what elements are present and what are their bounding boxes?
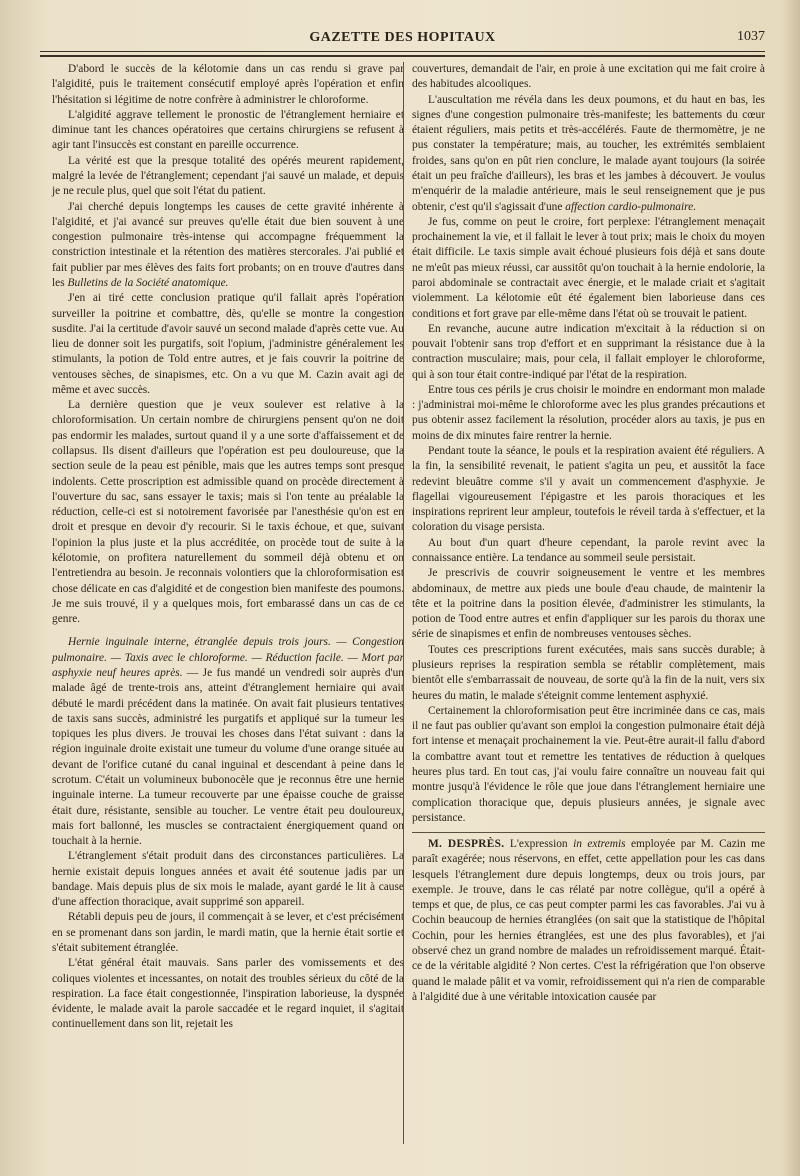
paragraph: Au bout d'un quart d'heure cependant, la parole revint avec la connaissance entière. La tendance au sommeil seule persistait. [412, 536, 765, 564]
paragraph-text: L'expression [504, 838, 574, 851]
paragraph [412, 93, 765, 215]
journal-title: GAZETTE DES HOPITAUX [309, 30, 496, 45]
page-number: 1037 [737, 29, 765, 44]
case-text: — Je fus mandé un vendredi soir auprès d'un malade âgé de trente-trois ans, atteint d'étranglement herniaire qui avait débuté le mardi précédent dans la matinée. On avait fait plusieurs tentatives de taxis sans succès, administré les purgatifs et appliqué sur la tumeur les topiques les plus divers. Je trouvai les choses dans l'état suivant : dans la région inguinale droite existait une tumeur du volume d'une orange située au devant de l'orifice cutané du canal inguinal et descendant à peine dans le scrotum. C'était un volumineux bubonocèle que je reconnus être une hernie inguinale interne. La tumeur recouverte par une épaisse couche de graisse était dure, résistante, sensible au toucher. Le ventre était peu douloureux, mais fort ballonné, les muscles se contractaient énergiquement quand on touchait à la hernie. [52, 666, 404, 848]
page-edge-shadow [782, 0, 800, 1176]
header-rule-thick [40, 55, 765, 57]
paragraph: Pendant toute la séance, le pouls et la respiration avaient été réguliers. A la fin, la sensibilité revenait, le patient s'agita un peu, et aussitôt la face redevint bleuâtre comme s'il y avait un commencement d'asphyxie. Je flagellai vigoureusement l'épigastre et les parois thoraciques et les inspirations reprirent leur ampleur, toutefois le réveil tarda à s'effectuer, et la coloration du visage persista. [412, 445, 765, 534]
paragraph: Rétabli depuis peu de jours, il commençait à se lever, et c'est précisément en se promenant dans son jardin, le mardi matin, que la hernie était sortie et s'était subitement étranglée. [52, 911, 404, 955]
page-header [40, 26, 765, 48]
header-rule-thin [40, 51, 765, 52]
case-title: Hernie inguinale interne, étranglée depuis trois jours. — Congestion pulmonaire. — Taxis avec le chloroforme. — Réduction facile. — Mort par asphyxie neuf heures après. [52, 636, 404, 679]
left-column [52, 62, 404, 1033]
speaker-name: M. DESPRÈS. [428, 838, 505, 851]
paragraph [412, 837, 765, 1005]
paragraph [52, 200, 404, 292]
paragraph: Entre tous ces périls je crus choisir le moindre en endormant mon malade : j'administrai moi-même le chloroforme avec les plus grandes précautions et pus obtenir assez facilement la résolution, procéder alors au taxis, je pus en moins de dix minutes faire rentrer la hernie. [412, 383, 765, 442]
paragraph: La dernière question que je veux soulever est relative à la chloroformisation. Un certain nombre de chirurgiens pensent qu'on ne doit pas endormir les malades, surtout quand il y a une sorte d'affaissement et de collapsus. Ils disent d'ailleurs que l'opération est peu douloureuse, que la section seule de la peau est pénible, mais que les autres temps sont presque indolents. Cette proscription est admissible quand on procède directement à l'ouverture du sac, sans essayer le taxis; mais si l'on tente au préalable la réduction, celle-ci est si notoirement favorisée par l'anesthésie qu'on est en droit et presque en devoir d'y recourir. Si le taxis échoue, et que, suivant l'opinion la plus juste et la plus accréditée, on procède tout de suite à la kélotomie, on profitera naturellement du sommeil déjà obtenu et on l'entretiendra au besoin. Je reconnais volontiers que la chloroformisation est chose délicate en cas d'algidité et de congestion bien manifeste des poumons. Je me suis trouvé, il y a quelques mois, fort embarassé dans un cas de ce genre. [52, 399, 404, 626]
paragraph: L'algidité aggrave tellement le pronostic de l'étranglement herniaire et diminue tant les chances opératoires que certains chirurgiens se refusent à agir tant l'insuccès est constant en pareille occurrence. [52, 108, 404, 152]
right-column [412, 62, 765, 1005]
emphasis-text: affection cardio-pulmonaire. [565, 200, 697, 213]
paragraph: L'état général était mauvais. Sans parler des vomissements et des coliques violentes et incessantes, on notait des troubles sérieux du côté de la respiration. La face était congestionnée, l'inspiration laborieuse, la dyspnée évidente, le malade avait la parole saccadée et le regard inquiet, il s'agitait continuellement dans son lit, rejetait les [52, 957, 404, 1031]
paragraph: L'étranglement s'était produit dans des circonstances particulières. La hernie existait depuis longues années et avait été soutenue jadis par un bandage. Mais depuis plus de six mois le malade, ayant gardé le lit à cause d'une affection thoracique, avait supprimé son appareil. [52, 850, 404, 909]
emphasis-text: in extremis [573, 838, 626, 851]
paragraph-text: J'ai cherché depuis longtemps les causes de cette gravité inhérente à l'algidité, et j'ai avancé sur preuves qu'elle était due bien souvent à une congestion pulmonaire très-intense qui accompagne fréquemment la constriction intestinale et la rétention des matières stercorales. J'ai publié et fait publier par mes élèves des faits fort probants; on en trouve d'autres dans les [52, 200, 404, 289]
paragraph: La vérité est que la presque totalité des opérés meurent rapidement, malgré la levée de l'étranglement; cependant j'ai sauvé un malade, et depuis je ne recule plus, quel que soit l'état du patient. [52, 154, 404, 198]
paragraph-text: employée par M. Cazin me paraît exagérée; nous réservons, en effet, cette appellation pour les cas dans lesquels l'étranglement dure depuis longtemps, deux ou trois jours, par exemple. Je trouve, dans le cas rélaté par notre collègue, qu'il a opéré à temps et que, de plus, ce cas peut compter parmi les cas favorables. J'ai vu à Cochin beaucoup de hernies étranglées (on sait que la statistique de l'hôpital Cochin, pour les hernies étranglées, est une des plus favorables), et j'ai observé chez un grand nombre de malades un refroidissement marqué. Était-ce de la véritable algidité ? Non certes. C'est la réfrigération que l'on observe quand le malade pâlit et va vomir, refroidissement qui n'a rien de comparable à l'algidité due à une véritable intoxication causée par [412, 838, 766, 1003]
paragraph: J'en ai tiré cette conclusion pratique qu'il fallait après l'opération surveiller la poitrine et combattre, dès, qu'elle se montre la congestion susdite. J'ai la certitude d'avoir sauvé un second malade d'après cette vue. Au lieu de donner soit les purgatifs, soit l'opium, j'administre généralement les stimulants, la potion de Told entre autres, et je fais couvrir la poitrine de ventouses sèches, de sinapismes, etc. On a vu que M. Cazin avait agi de même et avec succès. [52, 292, 404, 396]
paragraph: Certainement la chloroformisation peut être incriminée dans ce cas, mais il ne faut pas oublier qu'avant son emploi la congestion pulmonaire était déjà fort intense et menaçait prochainement la vie. Peut-être aurait-il fallu d'abord la combattre avant tout et remettre les tentatives de réduction à quelques heures plus tard. En tout cas, j'ai voulu faire connaître un nouveau fait qui montre jusqu'à l'évidence le rôle que joue dans l'étranglement herniaire une complication thoracique que, depuis plusieurs années, je signale avec persistance. [412, 704, 765, 824]
journal-reference: Bulletins de la Société anatomique. [67, 276, 229, 289]
section-separator [412, 832, 765, 833]
paragraph: couvertures, demandait de l'air, en proie à une excitation qui me fait croire à des habitudes alcooliques. [412, 63, 765, 91]
paragraph: Je fus, comme on peut le croire, fort perplexe: l'étranglement menaçait prochainement la vie, et il fallait le lever à tout prix; mais le choix du moyen était difficile. Le taxis simple avait échoué plusieurs fois déjà et sans doute ne m'eût pas mieux réussi, car aussitôt qu'on touchait à la hernie endolorie, la paroi abdominale se contractait avec énergie, et le malade criait et s'agitait violemment. La kélotomie eût été également bien laborieuse dans ces conditions et fort grave par elle-même dans l'état où se trouvait le patient. [412, 215, 765, 320]
column-divider [403, 62, 404, 1144]
paragraph: Toutes ces prescriptions furent exécutées, mais sans succès durable; à plusieurs reprises la respiration sembla se rétablir complètement, mais bientôt elle s'embarrassait de nouveau, de sorte qu'à la fin de la nuit, vers six heures du matin, le malade s'éteignit comme lentement asphyxié. [412, 643, 765, 702]
paragraph: Je prescrivis de couvrir soigneusement le ventre et les membres abdominaux, de mettre aux pieds une boule d'eau chaude, de maintenir la tête et la poitrine dans la position élevée, d'administrer les stimulants, la potion de Tood entre autres et enfin d'appliquer sur les parois du thorax une série de sinapismes et enfin de nombreuses ventouses sèches. [412, 567, 765, 641]
paragraph-text: L'auscultation me révéla dans les deux poumons, et du haut en bas, les signes d'une congestion pulmonaire très-manifeste; les battements du cœur étaient réguliers, mais petits et très-accélérés. Faute de thermomètre, je ne pus constater la température; mais, au toucher, les extrémités semblaient froides, sans qu'on en pût rien conclure, le malade ayant toujours (la soirée était un peu fraîche d'ailleurs), les bras et les jambes à découvert. Je voulus m'enquérir de la maladie antérieure, mais le seul renseignement que je pus obtenir, c'est qu'il s'agissait d'une [412, 93, 765, 213]
case-report [52, 635, 404, 849]
paragraph: D'abord le succès de la kélotomie dans un cas rendu si grave par l'algidité, puis le traitement consécutif employé après l'opération et enfin l'hésitation si légitime de notre confrère à administrer le chloroforme. [52, 63, 404, 106]
paragraph: En revanche, aucune autre indication m'excitait à la réduction si on pouvait l'obtenir sans trop d'effort et en supprimant la résistance due à la contraction musculaire; mais, pour cela, il fallait employer le chloroforme, qui à son tour était contre-indiqué par l'état de la respiration. [412, 322, 765, 381]
